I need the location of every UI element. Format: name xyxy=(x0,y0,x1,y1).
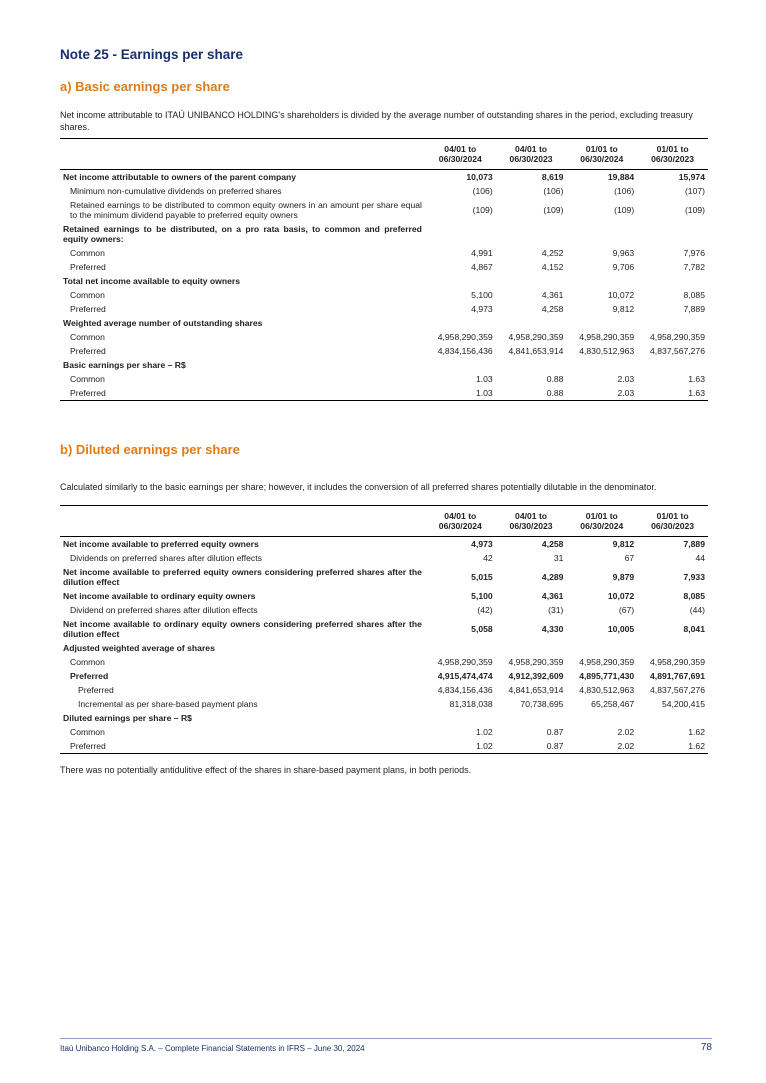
value-cell: (109) xyxy=(472,205,493,215)
table-row xyxy=(60,316,708,330)
value-cell xyxy=(637,274,708,288)
row-label: Net income available to preferred equity owners considering preferred shares after the dilution effect xyxy=(63,566,422,587)
value-cell: 4,837,567,276 xyxy=(650,685,705,695)
value-cell: 4,991 xyxy=(471,248,493,258)
table-row xyxy=(60,386,708,401)
table-row xyxy=(60,589,708,603)
value-cell: 1.02 xyxy=(475,741,493,751)
footer-divider xyxy=(60,1038,712,1039)
value-cell: 4,891,767,691 xyxy=(650,671,705,681)
value-cell: 5,058 xyxy=(471,624,493,634)
page-title: Note 25 - Earnings per share xyxy=(60,47,244,62)
value-cell: 7,976 xyxy=(683,248,705,258)
table-row xyxy=(60,170,708,185)
column-header: 04/01 to 06/30/2024 xyxy=(438,511,482,531)
value-cell: 4,361 xyxy=(541,290,564,300)
value-cell: 42 xyxy=(483,553,493,563)
row-label: Incremental as per share-based payment plans xyxy=(78,699,258,709)
row-label: Common xyxy=(70,727,105,737)
row-label: Diluted earnings per share – R$ xyxy=(63,713,192,723)
value-cell: 7,933 xyxy=(683,572,705,582)
value-cell xyxy=(566,316,637,330)
value-cell: 4,958,290,359 xyxy=(579,657,635,667)
value-cell: 4,837,567,276 xyxy=(650,346,705,356)
value-cell: 4,958,290,359 xyxy=(508,332,564,342)
value-cell: 7,889 xyxy=(683,539,705,549)
value-cell: 4,973 xyxy=(471,304,493,314)
row-label: Common xyxy=(70,657,105,667)
table-row xyxy=(60,274,708,288)
value-cell xyxy=(496,711,567,725)
value-cell: 4,361 xyxy=(541,591,564,601)
value-cell: (109) xyxy=(684,205,705,215)
table-header-row xyxy=(60,139,708,170)
value-cell: 31 xyxy=(553,553,564,563)
table-row xyxy=(60,669,708,683)
row-label: Preferred xyxy=(70,671,109,681)
value-cell: 1.63 xyxy=(688,374,705,384)
row-label: Preferred xyxy=(70,262,106,272)
table-row xyxy=(60,739,708,754)
table-row xyxy=(60,344,708,358)
table-row xyxy=(60,655,708,669)
column-header: 04/01 to 06/30/2023 xyxy=(509,144,553,164)
row-label: Minimum non-cumulative dividends on preferred shares xyxy=(70,186,282,196)
table-row xyxy=(60,603,708,617)
value-cell: 4,912,392,609 xyxy=(508,671,564,681)
value-cell: 4,289 xyxy=(541,572,564,582)
table-row xyxy=(60,683,708,697)
row-label: Preferred xyxy=(70,304,106,314)
value-cell xyxy=(425,358,496,372)
value-cell: 9,706 xyxy=(612,262,635,272)
table-row xyxy=(60,565,708,589)
value-cell: (106) xyxy=(472,186,493,196)
value-cell xyxy=(425,274,496,288)
value-cell: (106) xyxy=(614,186,635,196)
row-label: Dividend on preferred shares after dilution effects xyxy=(70,605,258,615)
table-row xyxy=(60,302,708,316)
value-cell xyxy=(637,358,708,372)
value-cell: 8,619 xyxy=(541,172,564,182)
row-label: Preferred xyxy=(78,685,114,695)
value-cell: 4,915,474,474 xyxy=(437,671,493,681)
value-cell: 4,958,290,359 xyxy=(437,657,493,667)
row-label: Net income available to preferred equity owners xyxy=(63,539,259,549)
row-label: Common xyxy=(70,290,105,300)
value-cell xyxy=(637,222,708,246)
value-cell: 19,884 xyxy=(607,172,635,182)
row-label: Total net income available to equity owners xyxy=(63,276,241,286)
column-header: 01/01 to 06/30/2024 xyxy=(580,144,624,164)
value-cell xyxy=(566,711,637,725)
value-cell: 8,085 xyxy=(683,290,705,300)
value-cell: 4,258 xyxy=(541,539,564,549)
value-cell: 5,100 xyxy=(471,591,493,601)
table-row xyxy=(60,288,708,302)
value-cell: 1.03 xyxy=(475,374,493,384)
value-cell xyxy=(637,711,708,725)
table-row xyxy=(60,184,708,198)
value-cell: 54,200,415 xyxy=(661,699,705,709)
row-label: Net income available to ordinary equity owners considering preferred shares after the dilution effect xyxy=(63,618,422,639)
value-cell: 4,867 xyxy=(471,262,493,272)
value-cell: 4,830,512,963 xyxy=(579,346,635,356)
value-cell xyxy=(425,222,496,246)
row-label: Net income available to ordinary equity owners xyxy=(63,591,256,601)
value-cell: 10,072 xyxy=(607,591,635,601)
table-row xyxy=(60,246,708,260)
value-cell: 70,738,695 xyxy=(520,699,564,709)
value-cell: 0.88 xyxy=(546,388,564,398)
value-cell: (42) xyxy=(477,605,493,615)
value-cell xyxy=(496,358,567,372)
basic-eps-table xyxy=(60,138,708,401)
value-cell: (31) xyxy=(548,605,564,615)
section-b-title: b) Diluted earnings per share xyxy=(60,442,240,457)
value-cell: 4,834,156,436 xyxy=(437,346,493,356)
value-cell: 10,005 xyxy=(607,624,635,634)
column-header: 04/01 to 06/30/2023 xyxy=(509,511,553,531)
table-row xyxy=(60,725,708,739)
value-cell: 5,015 xyxy=(471,572,493,582)
table-row xyxy=(60,697,708,711)
table-row xyxy=(60,711,708,725)
value-cell: 10,072 xyxy=(607,290,635,300)
value-cell: 4,830,512,963 xyxy=(579,685,635,695)
column-header: 01/01 to 06/30/2024 xyxy=(580,511,624,531)
value-cell xyxy=(566,641,637,655)
row-label: Adjusted weighted average of shares xyxy=(63,643,215,653)
row-label: Basic earnings per share – R$ xyxy=(63,360,186,370)
column-header: 04/01 to 06/30/2024 xyxy=(438,144,482,164)
value-cell: 5,100 xyxy=(471,290,493,300)
table-header-row xyxy=(60,506,708,537)
row-label: Preferred xyxy=(70,741,106,751)
value-cell: 4,841,653,914 xyxy=(508,346,564,356)
value-cell: 1.63 xyxy=(688,388,705,398)
value-cell: 0.87 xyxy=(546,727,564,737)
table-row xyxy=(60,260,708,274)
value-cell: 4,973 xyxy=(471,539,493,549)
table-row xyxy=(60,372,708,386)
value-cell xyxy=(496,316,567,330)
value-cell: 10,073 xyxy=(466,172,493,182)
value-cell: 7,889 xyxy=(683,304,705,314)
value-cell: 81,318,038 xyxy=(449,699,493,709)
value-cell: 2.02 xyxy=(617,727,635,737)
section-b-intro: Calculated similarly to the basic earnings per share; however, it includes the conversion of all preferred shares potentially dilutable in the denominator. xyxy=(60,482,657,492)
value-cell: 9,812 xyxy=(612,539,635,549)
row-label: Common xyxy=(70,332,105,342)
value-cell: 2.02 xyxy=(617,741,635,751)
value-cell: 4,841,653,914 xyxy=(508,685,564,695)
column-header: 01/01 to 06/30/2023 xyxy=(651,144,695,164)
value-cell: (106) xyxy=(543,186,564,196)
row-label: Retained earnings to be distributed, on a pro rata basis, to common and preferred equity owners: xyxy=(63,223,422,244)
page-number: 78 xyxy=(700,1042,712,1053)
row-label: Common xyxy=(70,374,105,384)
value-cell: 4,958,290,359 xyxy=(437,332,493,342)
antidilutive-note: There was no potentially antidulitive effect of the shares in share-based payment plans, in both periods. xyxy=(60,765,472,775)
header-label-cell xyxy=(60,506,425,537)
value-cell: 4,330 xyxy=(541,624,564,634)
value-cell xyxy=(566,274,637,288)
value-cell xyxy=(496,274,567,288)
table-row xyxy=(60,551,708,565)
diluted-eps-body xyxy=(60,537,708,754)
value-cell xyxy=(566,358,637,372)
value-cell: 4,152 xyxy=(541,262,564,272)
row-label: Common xyxy=(70,248,105,258)
table-row xyxy=(60,617,708,641)
value-cell xyxy=(566,222,637,246)
value-cell xyxy=(496,222,567,246)
value-cell: 4,958,290,359 xyxy=(508,657,564,667)
value-cell: 4,958,290,359 xyxy=(579,332,635,342)
value-cell: 4,895,771,430 xyxy=(579,671,635,681)
row-label: Preferred xyxy=(70,346,106,356)
value-cell: 7,782 xyxy=(683,262,705,272)
value-cell: (67) xyxy=(618,605,635,615)
value-cell: (44) xyxy=(689,605,705,615)
value-cell: 15,974 xyxy=(678,172,705,182)
row-label: Dividends on preferred shares after dilution effects xyxy=(70,553,262,563)
value-cell: 8,041 xyxy=(683,624,705,634)
value-cell: 44 xyxy=(695,553,705,563)
table-row xyxy=(60,198,708,222)
header-label-cell xyxy=(60,139,425,170)
table-row xyxy=(60,537,708,552)
value-cell: (107) xyxy=(684,186,705,196)
section-a-title: a) Basic earnings per share xyxy=(60,79,230,94)
row-label: Preferred xyxy=(70,388,106,398)
value-cell: 4,958,290,359 xyxy=(650,657,705,667)
row-label: Retained earnings to be distributed to common equity owners in an amount per share equal to the minimum dividend payable to preferred equity owners xyxy=(70,199,422,220)
value-cell xyxy=(425,711,496,725)
value-cell: 2.03 xyxy=(617,388,635,398)
value-cell: 2.03 xyxy=(617,374,635,384)
value-cell: 8,085 xyxy=(683,591,705,601)
value-cell: 67 xyxy=(624,553,635,563)
value-cell: 0.88 xyxy=(546,374,564,384)
column-header: 01/01 to 06/30/2023 xyxy=(651,511,695,531)
value-cell: 4,252 xyxy=(541,248,564,258)
table-row xyxy=(60,358,708,372)
value-cell: 4,834,156,436 xyxy=(437,685,493,695)
value-cell: 1.03 xyxy=(475,388,493,398)
value-cell xyxy=(637,316,708,330)
row-label: Net income attributable to owners of the parent company xyxy=(63,172,297,182)
row-label: Weighted average number of outstanding shares xyxy=(63,318,263,328)
value-cell: 9,812 xyxy=(612,304,635,314)
value-cell: 1.62 xyxy=(688,741,705,751)
value-cell xyxy=(425,316,496,330)
basic-eps-body xyxy=(60,170,708,401)
value-cell xyxy=(637,641,708,655)
value-cell: 4,958,290,359 xyxy=(650,332,705,342)
footer-text: Itaú Unibanco Holding S.A. – Complete Financial Statements in IFRS – June 30, 2024 xyxy=(60,1044,365,1053)
value-cell xyxy=(496,641,567,655)
value-cell: (109) xyxy=(614,205,635,215)
section-a-intro: Net income attributable to ITAÚ UNIBANCO HOLDING's shareholders is divided by the average number of outstanding shares in the period, excluding treasury shares. xyxy=(60,110,693,132)
diluted-eps-table xyxy=(60,505,708,754)
value-cell xyxy=(425,641,496,655)
value-cell: 9,963 xyxy=(612,248,635,258)
value-cell: 4,258 xyxy=(541,304,564,314)
table-row xyxy=(60,641,708,655)
value-cell: 1.02 xyxy=(475,727,493,737)
table-row xyxy=(60,222,708,246)
table-row xyxy=(60,330,708,344)
value-cell: 9,879 xyxy=(612,572,635,582)
value-cell: (109) xyxy=(543,205,564,215)
value-cell: 65,258,467 xyxy=(591,699,635,709)
value-cell: 1.62 xyxy=(688,727,705,737)
value-cell: 0.87 xyxy=(546,741,564,751)
